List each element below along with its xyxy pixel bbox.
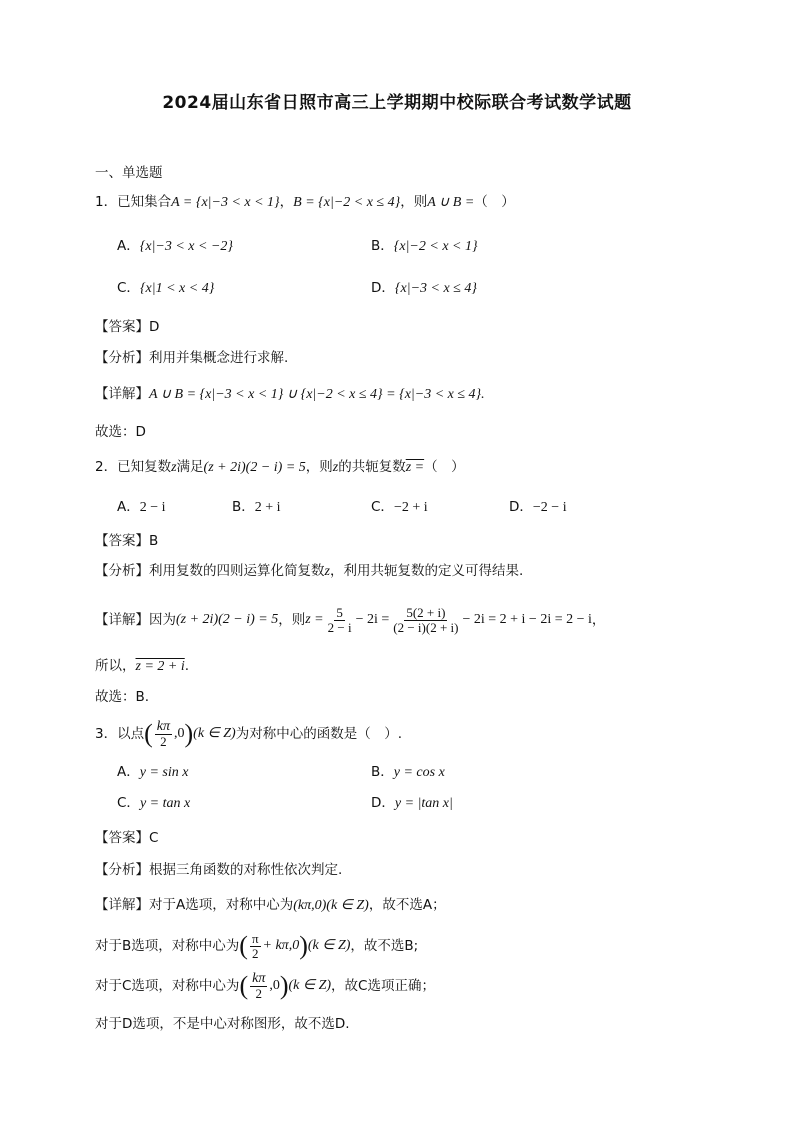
analysis-text-2: ，利用共轭复数的定义可得结果.	[329, 563, 524, 579]
fraction-2	[391, 606, 460, 635]
q2-option-c	[371, 498, 428, 517]
q2-analysis-z: z	[324, 564, 330, 579]
option-label: A．	[117, 764, 140, 780]
q1-stem-mid: ，则	[400, 194, 428, 210]
detail-text: 因为	[149, 612, 176, 628]
detail-tail: − 2i = 2 + i − 2i = 2 − i	[462, 612, 592, 627]
so-text: 所以，	[95, 658, 136, 674]
detail-text: 对于B选项，对称中心为	[95, 938, 240, 954]
q3-stem	[95, 716, 402, 752]
option-value: {x|1 < x < 4}	[139, 281, 215, 296]
right-paren: )	[184, 719, 194, 748]
left-paren: (	[239, 971, 249, 1000]
option-label: D．	[509, 499, 533, 515]
detail-text-2: ，则	[278, 612, 306, 628]
q3-stem-text: 3．以点	[95, 726, 145, 742]
q2-conclusion: 故选：B.	[95, 689, 150, 705]
right-paren: )	[299, 931, 308, 960]
detail-b-cond: (k ∈ Z)	[307, 938, 351, 953]
q1-stem-text: 1．已知集合	[95, 194, 172, 210]
q2-option-d	[509, 498, 567, 517]
analysis-tag: 【分析】	[95, 350, 149, 366]
detail-math: A ∪ B = {x|−3 < x < 1} ∪ {x|−2 < x ≤ 4} = {x|−3 < x ≤ 4}.	[149, 387, 485, 402]
fraction-denominator: 2	[255, 985, 262, 1001]
q3-detail-c	[95, 968, 435, 1004]
q1-sep: ，	[279, 194, 294, 210]
option-value: 2 − i	[139, 500, 166, 515]
q2-stem-mid: 满足	[176, 459, 204, 475]
option-label: A．	[117, 238, 140, 254]
option-value: {x|−3 < x < −2}	[139, 239, 234, 254]
q2-answer	[95, 532, 158, 550]
fraction-numerator: 5	[336, 604, 343, 620]
q1-option-c	[117, 279, 214, 298]
option-value: y = |tan x|	[394, 796, 453, 811]
fraction-numerator: kπ	[252, 970, 266, 986]
detail-tag: 【详解】	[95, 612, 149, 628]
option-label: D．	[371, 280, 395, 296]
q3-detail-a	[95, 896, 446, 915]
detail-math: (kπ,0)(k ∈ Z)	[293, 898, 369, 913]
so-period: .	[184, 658, 190, 674]
q3-answer	[95, 829, 158, 847]
option-label: A．	[117, 499, 140, 515]
q1-set-b: B = {x|−2 < x ≤ 4}	[293, 195, 401, 210]
detail-text: 对于A选项，对称中心为	[149, 897, 294, 913]
option-label: B．	[371, 764, 394, 780]
analysis-text: 利用复数的四则运算化简复数	[149, 563, 325, 579]
q1-answer	[95, 318, 159, 336]
answer-value: B	[149, 533, 159, 549]
q2-zbar: z =	[405, 460, 425, 475]
q3-fraction	[155, 720, 172, 749]
detail-c-cond: (k ∈ Z)	[288, 978, 332, 993]
detail-minus-2i: − 2i =	[355, 612, 390, 627]
answer-value: C	[149, 830, 159, 846]
answer-tag: 【答案】	[95, 319, 149, 335]
option-value: y = cos x	[393, 765, 445, 780]
detail-comma: ，	[591, 612, 606, 628]
q1-option-b	[371, 237, 478, 256]
q3-detail-b	[95, 928, 418, 964]
option-value: −2 + i	[393, 500, 428, 515]
q3-detail-d: 对于D选项，不是中心对称图形，故不选D.	[95, 1016, 350, 1032]
q1-analysis	[95, 349, 288, 367]
option-value: −2 − i	[532, 500, 567, 515]
option-value: {x|−3 < x ≤ 4}	[394, 281, 477, 296]
left-paren: (	[239, 931, 248, 960]
option-value: 2 + i	[254, 500, 281, 515]
q2-stem-post: （ ）	[424, 459, 465, 475]
q3-condition: (k ∈ Z)	[193, 726, 236, 741]
q2-stem-mid2: ，则	[305, 459, 333, 475]
q1-expr: A ∪ B =	[427, 195, 475, 210]
q3-option-b	[371, 763, 445, 782]
detail-tag: 【详解】	[95, 386, 149, 402]
option-label: C．	[117, 795, 140, 811]
q3-stem-post: 为对称中心的函数是（ ）.	[235, 726, 402, 742]
q2-z-2: z	[332, 460, 339, 475]
analysis-tag: 【分析】	[95, 862, 149, 878]
detail-b-tail: + kπ,0	[262, 938, 300, 953]
q1-stem	[95, 193, 515, 212]
fraction-numerator: 5(2 + i)	[406, 604, 446, 620]
fraction-denominator: 2 − i	[327, 619, 352, 635]
left-paren: (	[144, 719, 153, 748]
detail-post: ，故C选项正确；	[331, 978, 435, 994]
answer-value: D	[149, 319, 160, 335]
analysis-text: 根据三角函数的对称性依次判定.	[149, 862, 343, 878]
detail-post: ，故不选B;	[350, 938, 419, 954]
detail-equation: (z + 2i)(2 − i) = 5	[176, 612, 279, 627]
q2-equation: (z + 2i)(2 − i) = 5	[203, 460, 306, 475]
q1-detail	[95, 385, 485, 404]
q2-detail	[95, 600, 605, 640]
q1-stem-post: （ ）	[474, 194, 515, 210]
detail-c-fraction	[250, 972, 267, 1001]
detail-text: 对于C选项，对称中心为	[95, 978, 240, 994]
q3-option-a	[117, 763, 188, 782]
answer-tag: 【答案】	[95, 533, 149, 549]
so-equation: z = 2 + i	[135, 659, 185, 674]
q3-option-d	[371, 794, 453, 813]
fraction-numerator: π	[251, 930, 259, 946]
q1-option-a	[117, 237, 233, 256]
point-tail: ,0	[174, 726, 185, 741]
detail-tag: 【详解】	[95, 897, 149, 913]
option-value: y = tan x	[139, 796, 191, 811]
q2-option-a	[117, 498, 166, 517]
q3-analysis	[95, 861, 342, 879]
q3-option-c	[117, 794, 190, 813]
option-value: {x|−2 < x < 1}	[393, 239, 478, 254]
detail-z-eq: z =	[305, 612, 324, 627]
detail-post: ，故不选A；	[368, 897, 446, 913]
q2-stem-mid3: 的共轭复数	[338, 459, 406, 475]
option-label: D．	[371, 795, 395, 811]
q2-option-b	[232, 498, 281, 517]
q1-conclusion: 故选：D	[95, 424, 146, 440]
q1-set-a: A = {x|−3 < x < 1}	[171, 195, 280, 210]
q2-analysis	[95, 562, 523, 581]
q2-so	[95, 657, 189, 676]
q1-option-d	[371, 279, 477, 298]
fraction-1	[326, 606, 354, 635]
answer-tag: 【答案】	[95, 830, 149, 846]
page-title: 2024届山东省日照市高三上学期期中校际联合考试数学试题	[162, 93, 632, 113]
analysis-tag: 【分析】	[95, 563, 149, 579]
fraction-denominator: 2	[160, 733, 167, 749]
detail-b-fraction	[250, 932, 261, 961]
analysis-text: 利用并集概念进行求解.	[149, 350, 289, 366]
section-heading: 一、单选题	[95, 165, 163, 181]
q2-stem-text: 2．已知复数	[95, 459, 172, 475]
right-paren: )	[279, 971, 289, 1000]
option-label: C．	[371, 499, 394, 515]
q2-z: z	[171, 460, 177, 475]
detail-c-tail: ,0	[269, 978, 280, 993]
option-label: B．	[371, 238, 394, 254]
option-label: B．	[232, 499, 255, 515]
fraction-numerator: kπ	[156, 718, 170, 734]
fraction-denominator: (2 − i)(2 + i)	[393, 619, 459, 635]
option-value: y = sin x	[139, 765, 189, 780]
option-label: C．	[117, 280, 140, 296]
q2-stem	[95, 458, 465, 477]
fraction-denominator: 2	[251, 945, 259, 961]
